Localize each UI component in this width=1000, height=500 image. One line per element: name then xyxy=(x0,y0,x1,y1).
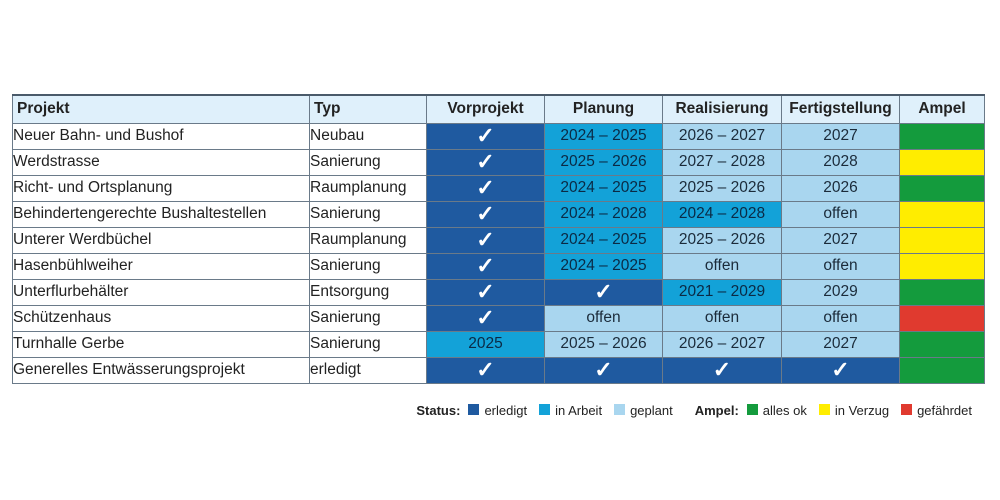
cell-vorprojekt-checkmark xyxy=(427,305,545,331)
cell-value: 2025 – 2026 xyxy=(560,335,647,352)
header-planung: Planung xyxy=(545,95,663,123)
cell-typ: Sanierung xyxy=(310,149,427,175)
legend-status-swatch xyxy=(468,404,479,415)
checkmark-icon: ✓ xyxy=(476,356,495,382)
table-row xyxy=(13,305,985,331)
cell-typ: Sanierung xyxy=(310,201,427,227)
cell-fertigstellung xyxy=(782,175,900,201)
checkmark-icon: ✓ xyxy=(476,226,495,252)
cell-vorprojekt-checkmark xyxy=(427,175,545,201)
cell-ampel-indicator xyxy=(900,149,985,175)
header-typ: Typ xyxy=(310,95,427,123)
legend-status-title: Status: xyxy=(416,402,461,418)
legend-status-swatch xyxy=(539,404,550,415)
cell-value: 2024 – 2025 xyxy=(560,257,647,274)
table-row xyxy=(13,331,985,357)
cell-fertigstellung xyxy=(782,331,900,357)
cell-projekt: Hasenbühlweiher xyxy=(13,253,310,279)
legend-ampel-label: gefährdet xyxy=(917,402,972,418)
legend-ampel-swatch xyxy=(901,404,912,415)
table-row xyxy=(13,149,985,175)
cell-vorprojekt-checkmark xyxy=(427,279,545,305)
cell-projekt: Behindertengerechte Bushaltestellen xyxy=(13,201,310,227)
cell-ampel-indicator xyxy=(900,123,985,149)
checkmark-icon: ✓ xyxy=(476,174,495,200)
cell-value: 2027 – 2028 xyxy=(678,153,766,170)
cell-value: 2027 xyxy=(823,231,858,248)
cell-vorprojekt-checkmark xyxy=(427,357,545,383)
checkmark-icon: ✓ xyxy=(594,356,613,382)
checkmark-icon: ✓ xyxy=(476,122,495,148)
legend-status-label: geplant xyxy=(630,402,673,418)
cell-value: offen xyxy=(823,257,858,274)
cell-typ: erledigt xyxy=(310,357,427,383)
cell-fertigstellung xyxy=(782,149,900,175)
cell-ampel-indicator xyxy=(900,357,985,383)
legend-status-label: erledigt xyxy=(484,402,528,418)
cell-typ: Raumplanung xyxy=(310,227,427,253)
cell-typ: Sanierung xyxy=(310,253,427,279)
cell-vorprojekt xyxy=(427,331,545,357)
checkmark-icon: ✓ xyxy=(594,278,613,304)
table-row xyxy=(13,123,985,149)
cell-value: offen xyxy=(823,205,858,222)
cell-value: 2027 xyxy=(823,127,858,144)
legend-status-swatch xyxy=(614,404,625,415)
cell-vorprojekt-checkmark xyxy=(427,123,545,149)
cell-fertigstellung xyxy=(782,201,900,227)
cell-ampel-indicator xyxy=(900,253,985,279)
cell-planung xyxy=(545,123,663,149)
cell-typ: Raumplanung xyxy=(310,175,427,201)
project-status-table-wrapper xyxy=(12,94,984,384)
cell-value: 2026 xyxy=(823,179,858,196)
cell-realisierung xyxy=(663,279,782,305)
cell-fertigstellung xyxy=(782,279,900,305)
cell-planung-checkmark xyxy=(545,279,663,305)
cell-realisierung xyxy=(663,227,782,253)
cell-realisierung xyxy=(663,123,782,149)
cell-value: 2027 xyxy=(823,335,858,352)
cell-value: 2024 – 2025 xyxy=(560,231,647,248)
cell-value: offen xyxy=(586,309,621,326)
cell-projekt: Unterflurbehälter xyxy=(13,279,310,305)
cell-typ: Sanierung xyxy=(310,331,427,357)
cell-vorprojekt-checkmark xyxy=(427,227,545,253)
header-realisierung: Realisierung xyxy=(663,95,782,123)
cell-value: 2024 – 2025 xyxy=(560,179,647,196)
cell-realisierung xyxy=(663,331,782,357)
table-row xyxy=(13,227,985,253)
header-vorprojekt: Vorprojekt xyxy=(427,95,545,123)
cell-value: 2024 – 2028 xyxy=(560,205,647,222)
legend-ampel-label: alles ok xyxy=(762,402,807,418)
legend xyxy=(12,400,984,420)
cell-realisierung-checkmark xyxy=(663,357,782,383)
cell-value: 2024 – 2025 xyxy=(560,127,647,144)
cell-projekt: Werdstrasse xyxy=(13,149,310,175)
legend-status-label: in Arbeit xyxy=(555,402,603,418)
header-ampel: Ampel xyxy=(900,95,985,123)
cell-ampel-indicator xyxy=(900,175,985,201)
table-header-row xyxy=(13,95,985,123)
cell-realisierung xyxy=(663,305,782,331)
cell-value: offen xyxy=(704,257,740,274)
cell-realisierung xyxy=(663,201,782,227)
legend-status-items xyxy=(468,403,684,418)
cell-value: offen xyxy=(823,309,858,326)
cell-planung-checkmark xyxy=(545,357,663,383)
checkmark-icon: ✓ xyxy=(476,200,495,226)
table-row xyxy=(13,279,985,305)
cell-fertigstellung xyxy=(782,305,900,331)
checkmark-icon: ✓ xyxy=(712,356,732,382)
cell-fertigstellung xyxy=(782,253,900,279)
cell-ampel-indicator xyxy=(900,305,985,331)
cell-fertigstellung-checkmark xyxy=(782,357,900,383)
cell-planung xyxy=(545,149,663,175)
cell-planung xyxy=(545,305,663,331)
cell-typ: Sanierung xyxy=(310,305,427,331)
table-row xyxy=(13,175,985,201)
cell-planung xyxy=(545,331,663,357)
cell-value: 2025 xyxy=(468,335,503,352)
cell-value: 2025 – 2026 xyxy=(678,231,766,248)
table-body xyxy=(13,123,985,383)
header-fertigstellung: Fertigstellung xyxy=(782,95,900,123)
table-row xyxy=(13,357,985,383)
cell-planung xyxy=(545,227,663,253)
cell-projekt: Neuer Bahn- und Bushof xyxy=(13,123,310,149)
cell-typ: Neubau xyxy=(310,123,427,149)
cell-projekt: Generelles Entwässerungsprojekt xyxy=(13,357,310,383)
cell-ampel-indicator xyxy=(900,201,985,227)
cell-realisierung xyxy=(663,149,782,175)
checkmark-icon: ✓ xyxy=(476,252,495,278)
legend-ampel-swatch xyxy=(819,404,830,415)
cell-fertigstellung xyxy=(782,227,900,253)
cell-value: 2026 – 2027 xyxy=(678,127,766,144)
cell-value: 2028 xyxy=(823,153,858,170)
cell-planung xyxy=(545,253,663,279)
cell-fertigstellung xyxy=(782,123,900,149)
cell-projekt: Unterer Werdbüchel xyxy=(13,227,310,253)
legend-ampel-title: Ampel: xyxy=(694,402,739,418)
cell-planung xyxy=(545,175,663,201)
cell-vorprojekt-checkmark xyxy=(427,253,545,279)
cell-ampel-indicator xyxy=(900,331,985,357)
table-row xyxy=(13,253,985,279)
header-projekt: Projekt xyxy=(13,95,310,123)
checkmark-icon: ✓ xyxy=(831,356,850,382)
table-row xyxy=(13,201,985,227)
cell-value: 2026 – 2027 xyxy=(678,335,766,352)
cell-value: 2025 – 2026 xyxy=(678,179,766,196)
cell-value: 2021 – 2029 xyxy=(678,283,766,300)
cell-value: offen xyxy=(704,309,740,326)
cell-projekt: Richt- und Ortsplanung xyxy=(13,175,310,201)
cell-value: 2025 – 2026 xyxy=(560,153,647,170)
cell-vorprojekt-checkmark xyxy=(427,149,545,175)
cell-typ: Entsorgung xyxy=(310,279,427,305)
cell-realisierung xyxy=(663,175,782,201)
cell-projekt: Schützenhaus xyxy=(13,305,310,331)
cell-value: 2029 xyxy=(823,283,858,300)
cell-ampel-indicator xyxy=(900,227,985,253)
cell-vorprojekt-checkmark xyxy=(427,201,545,227)
cell-realisierung xyxy=(663,253,782,279)
legend-ampel-label: in Verzug xyxy=(834,402,890,418)
checkmark-icon: ✓ xyxy=(476,304,495,330)
cell-planung xyxy=(545,201,663,227)
legend-ampel-swatch xyxy=(747,404,758,415)
cell-ampel-indicator xyxy=(900,279,985,305)
cell-projekt: Turnhalle Gerbe xyxy=(13,331,310,357)
project-status-table xyxy=(12,94,985,384)
cell-value: 2024 – 2028 xyxy=(678,205,766,222)
legend-ampel-items xyxy=(747,403,984,418)
checkmark-icon: ✓ xyxy=(476,278,495,304)
checkmark-icon: ✓ xyxy=(476,148,495,174)
